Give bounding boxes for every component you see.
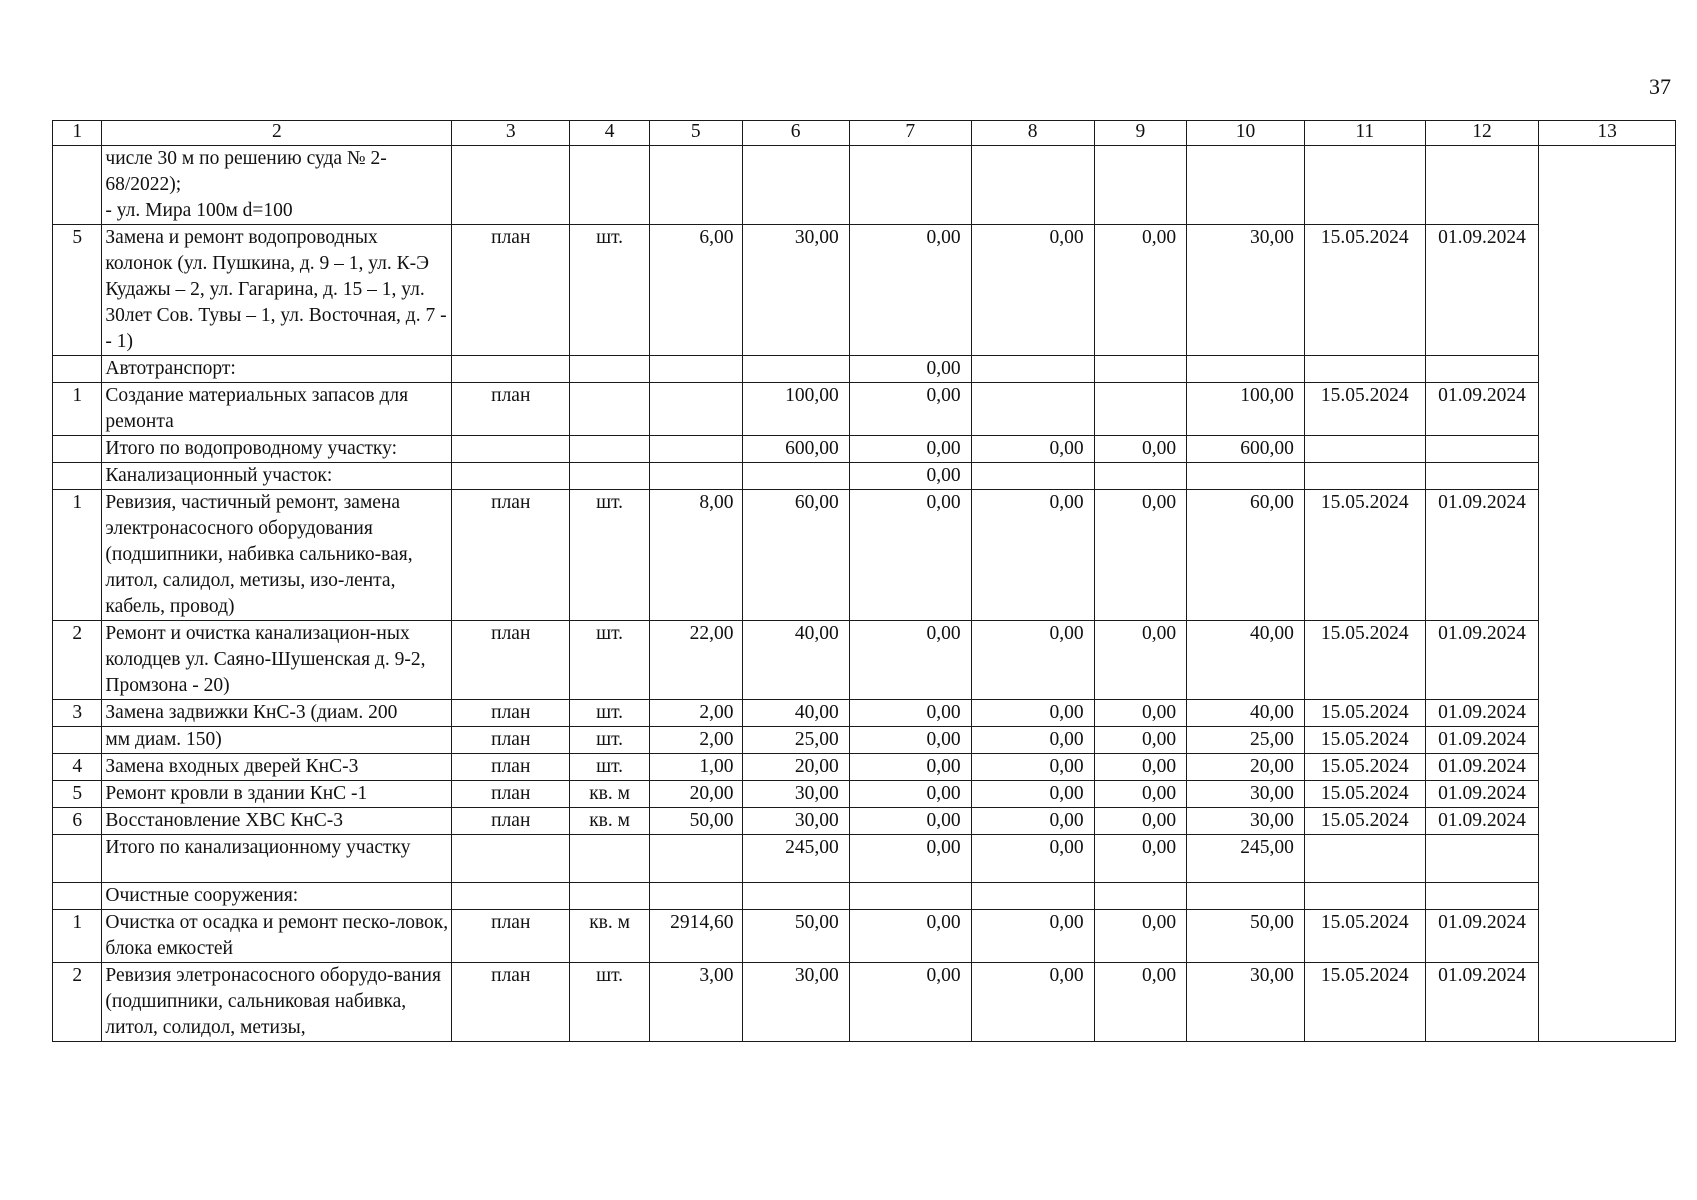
total-cell: 30,00 [1187,963,1305,1042]
value-cell-9: 0,00 [1094,727,1187,754]
quantity-cell: 1,00 [650,754,743,781]
start-date-cell [1304,146,1425,225]
value-cell-7: 0,00 [849,808,971,835]
start-date-cell: 15.05.2024 [1304,910,1425,963]
cost-cell: 30,00 [742,963,849,1042]
description-cell: Ревизия, частичный ремонт, замена электронасосного оборудования (подшипники, набивка сальнико-вая, литол, салидол, метизы, изо-лента, кабель, провод) [102,490,452,621]
unit-cell: шт. [570,700,650,727]
start-date-cell [1304,436,1425,463]
value-cell-8: 0,00 [971,835,1094,883]
cost-cell: 40,00 [742,700,849,727]
table-row [53,490,1676,621]
cost-cell [742,463,849,490]
column-header: 4 [570,121,650,146]
value-cell-7: 0,00 [849,910,971,963]
empty-cell-13 [1539,808,1676,835]
unit-cell: шт. [570,621,650,700]
total-cell: 25,00 [1187,727,1305,754]
row-number-cell: 2 [53,963,102,1042]
table-row [53,727,1676,754]
row-number-cell [53,146,102,225]
type-cell: план [452,808,570,835]
description-cell: Очистка от осадка и ремонт песко-ловок, блока емкостей [102,910,452,963]
value-cell-9 [1094,463,1187,490]
row-number-cell: 2 [53,621,102,700]
row-number-cell [53,436,102,463]
quantity-cell [650,883,743,910]
value-cell-8 [971,356,1094,383]
unit-cell: кв. м [570,808,650,835]
unit-cell [570,883,650,910]
unit-cell [570,436,650,463]
table-row [53,436,1676,463]
column-header: 7 [849,121,971,146]
total-cell [1187,146,1305,225]
empty-cell-13 [1539,781,1676,808]
start-date-cell: 15.05.2024 [1304,754,1425,781]
quantity-cell [650,356,743,383]
value-cell-9: 0,00 [1094,700,1187,727]
cost-cell: 25,00 [742,727,849,754]
value-cell-9: 0,00 [1094,835,1187,883]
row-number-cell: 5 [53,781,102,808]
table-row [53,808,1676,835]
value-cell-8: 0,00 [971,490,1094,621]
table-row [53,146,1676,225]
value-cell-8: 0,00 [971,808,1094,835]
column-header: 3 [452,121,570,146]
unit-cell: шт. [570,963,650,1042]
total-cell [1187,463,1305,490]
work-plan-table [52,120,1676,1042]
column-header: 13 [1539,121,1676,146]
description-cell: числе 30 м по решению суда № 2-68/2022); - ул. Мира 100м d=100 [102,146,452,225]
total-cell: 40,00 [1187,700,1305,727]
type-cell: план [452,621,570,700]
cost-cell [742,356,849,383]
value-cell-7: 0,00 [849,963,971,1042]
start-date-cell: 15.05.2024 [1304,808,1425,835]
value-cell-9: 0,00 [1094,436,1187,463]
end-date-cell [1425,883,1539,910]
total-cell: 100,00 [1187,383,1305,436]
table-body [53,121,1676,1042]
description-cell: Ревизия элетронасосного оборудо-вания (подшипники, сальниковая набивка, литол, солидол, метизы, [102,963,452,1042]
cost-cell: 60,00 [742,490,849,621]
quantity-cell: 3,00 [650,963,743,1042]
type-cell: план [452,910,570,963]
row-number-cell [53,463,102,490]
column-header: 9 [1094,121,1187,146]
unit-cell [570,383,650,436]
value-cell-8 [971,883,1094,910]
table-row [53,910,1676,963]
start-date-cell: 15.05.2024 [1304,781,1425,808]
value-cell-9 [1094,883,1187,910]
start-date-cell: 15.05.2024 [1304,225,1425,356]
cost-cell: 245,00 [742,835,849,883]
row-number-cell: 1 [53,910,102,963]
description-cell: Замена и ремонт водопроводных колонок (ул. Пушкина, д. 9 – 1, ул. К-Э Кудажы – 2, ул. Гагарина, д. 15 – 1, ул. 30лет Сов. Тувы – 1, ул. Восточная, д. 7 -- 1) [102,225,452,356]
value-cell-9: 0,00 [1094,910,1187,963]
type-cell: план [452,700,570,727]
unit-cell: шт. [570,225,650,356]
description-cell: Замена входных дверей КнС-3 [102,754,452,781]
value-cell-8 [971,463,1094,490]
start-date-cell: 15.05.2024 [1304,727,1425,754]
total-cell: 245,00 [1187,835,1305,883]
type-cell: план [452,490,570,621]
total-cell: 50,00 [1187,910,1305,963]
value-cell-8: 0,00 [971,225,1094,356]
empty-cell-13 [1539,436,1676,463]
end-date-cell: 01.09.2024 [1425,383,1539,436]
value-cell-9: 0,00 [1094,490,1187,621]
description-cell: Итого по канализационному участку [102,835,452,883]
start-date-cell: 15.05.2024 [1304,621,1425,700]
description-cell: Создание материальных запасов для ремонта [102,383,452,436]
unit-cell [570,356,650,383]
value-cell-7: 0,00 [849,356,971,383]
type-cell [452,883,570,910]
cost-cell: 40,00 [742,621,849,700]
quantity-cell: 8,00 [650,490,743,621]
quantity-cell [650,383,743,436]
value-cell-7: 0,00 [849,700,971,727]
type-cell: план [452,963,570,1042]
row-number-cell: 1 [53,383,102,436]
unit-cell: шт. [570,490,650,621]
value-cell-9: 0,00 [1094,225,1187,356]
table-row [53,383,1676,436]
quantity-cell [650,463,743,490]
empty-cell-13 [1539,754,1676,781]
value-cell-9: 0,00 [1094,621,1187,700]
value-cell-7: 0,00 [849,621,971,700]
start-date-cell: 15.05.2024 [1304,490,1425,621]
empty-cell-13 [1539,621,1676,700]
end-date-cell: 01.09.2024 [1425,754,1539,781]
quantity-cell: 2914,60 [650,910,743,963]
value-cell-8: 0,00 [971,910,1094,963]
quantity-cell: 6,00 [650,225,743,356]
empty-cell-13 [1539,700,1676,727]
empty-cell-13 [1539,356,1676,383]
total-cell [1187,883,1305,910]
value-cell-8: 0,00 [971,963,1094,1042]
value-cell-8: 0,00 [971,727,1094,754]
column-header: 12 [1425,121,1539,146]
table-row [53,225,1676,356]
end-date-cell [1425,436,1539,463]
value-cell-8: 0,00 [971,436,1094,463]
type-cell [452,835,570,883]
empty-cell-13 [1539,490,1676,621]
cost-cell: 100,00 [742,383,849,436]
value-cell-9: 0,00 [1094,963,1187,1042]
column-header: 10 [1187,121,1305,146]
type-cell [452,463,570,490]
value-cell-8: 0,00 [971,621,1094,700]
cost-cell: 600,00 [742,436,849,463]
cost-cell: 50,00 [742,910,849,963]
row-number-cell: 5 [53,225,102,356]
column-header: 6 [742,121,849,146]
end-date-cell [1425,356,1539,383]
type-cell [452,436,570,463]
table-row [53,835,1676,883]
row-number-cell [53,835,102,883]
cost-cell [742,146,849,225]
empty-cell-13 [1539,727,1676,754]
end-date-cell: 01.09.2024 [1425,808,1539,835]
total-cell: 40,00 [1187,621,1305,700]
value-cell-7: 0,00 [849,835,971,883]
end-date-cell: 01.09.2024 [1425,700,1539,727]
unit-cell: шт. [570,727,650,754]
description-cell: мм диам. 150) [102,727,452,754]
table-row [53,463,1676,490]
description-cell: Итого по водопроводному участку: [102,436,452,463]
value-cell-8: 0,00 [971,781,1094,808]
quantity-cell: 22,00 [650,621,743,700]
table-row [53,356,1676,383]
description-cell: Замена задвижки КнС-3 (диам. 200 [102,700,452,727]
quantity-cell: 20,00 [650,781,743,808]
total-cell: 60,00 [1187,490,1305,621]
cost-cell: 30,00 [742,808,849,835]
value-cell-7: 0,00 [849,490,971,621]
value-cell-8: 0,00 [971,700,1094,727]
total-cell: 30,00 [1187,225,1305,356]
start-date-cell: 15.05.2024 [1304,700,1425,727]
end-date-cell [1425,463,1539,490]
row-number-cell [53,883,102,910]
start-date-cell: 15.05.2024 [1304,383,1425,436]
end-date-cell: 01.09.2024 [1425,727,1539,754]
quantity-cell [650,436,743,463]
description-cell: Автотранспорт: [102,356,452,383]
empty-cell-13 [1539,225,1676,356]
type-cell [452,356,570,383]
value-cell-7: 0,00 [849,436,971,463]
type-cell: план [452,383,570,436]
total-cell: 30,00 [1187,808,1305,835]
start-date-cell [1304,356,1425,383]
quantity-cell: 50,00 [650,808,743,835]
column-header: 2 [102,121,452,146]
empty-cell-13 [1539,963,1676,1042]
row-number-cell: 3 [53,700,102,727]
value-cell-9 [1094,146,1187,225]
end-date-cell [1425,835,1539,883]
end-date-cell: 01.09.2024 [1425,225,1539,356]
table-row [53,754,1676,781]
unit-cell: кв. м [570,910,650,963]
cost-cell [742,883,849,910]
value-cell-9: 0,00 [1094,781,1187,808]
type-cell: план [452,225,570,356]
row-number-cell: 6 [53,808,102,835]
row-number-cell [53,727,102,754]
value-cell-7: 0,00 [849,727,971,754]
unit-cell [570,463,650,490]
description-cell: Канализационный участок: [102,463,452,490]
empty-cell-13 [1539,883,1676,910]
quantity-cell [650,146,743,225]
end-date-cell [1425,146,1539,225]
column-header: 5 [650,121,743,146]
start-date-cell [1304,463,1425,490]
unit-cell: кв. м [570,781,650,808]
quantity-cell: 2,00 [650,727,743,754]
value-cell-8: 0,00 [971,754,1094,781]
value-cell-7: 0,00 [849,383,971,436]
value-cell-8 [971,146,1094,225]
description-cell: Ремонт кровли в здании КнС -1 [102,781,452,808]
start-date-cell [1304,883,1425,910]
value-cell-7: 0,00 [849,781,971,808]
quantity-cell: 2,00 [650,700,743,727]
empty-cell-13 [1539,146,1676,225]
empty-cell-13 [1539,463,1676,490]
value-cell-9: 0,00 [1094,754,1187,781]
end-date-cell: 01.09.2024 [1425,490,1539,621]
end-date-cell: 01.09.2024 [1425,621,1539,700]
column-header: 8 [971,121,1094,146]
table-row [53,963,1676,1042]
empty-cell-13 [1539,835,1676,883]
column-number-row [53,121,1676,146]
type-cell: план [452,727,570,754]
column-header: 11 [1304,121,1425,146]
row-number-cell: 4 [53,754,102,781]
start-date-cell: 15.05.2024 [1304,963,1425,1042]
value-cell-7 [849,146,971,225]
cost-cell: 30,00 [742,781,849,808]
type-cell: план [452,781,570,808]
unit-cell: шт. [570,754,650,781]
table-row [53,781,1676,808]
value-cell-9 [1094,356,1187,383]
row-number-cell: 1 [53,490,102,621]
cost-cell: 20,00 [742,754,849,781]
description-cell: Очистные сооружения: [102,883,452,910]
cost-cell: 30,00 [742,225,849,356]
end-date-cell: 01.09.2024 [1425,963,1539,1042]
page-number: 37 [1649,74,1671,99]
end-date-cell: 01.09.2024 [1425,781,1539,808]
table-row [53,883,1676,910]
unit-cell [570,835,650,883]
quantity-cell [650,835,743,883]
value-cell-7: 0,00 [849,225,971,356]
table-row [53,621,1676,700]
column-header: 1 [53,121,102,146]
end-date-cell: 01.09.2024 [1425,910,1539,963]
total-cell: 600,00 [1187,436,1305,463]
description-cell: Ремонт и очистка канализацион-ных колодцев ул. Саяно-Шушенская д. 9-2, Промзона - 20) [102,621,452,700]
total-cell: 20,00 [1187,754,1305,781]
value-cell-8 [971,383,1094,436]
value-cell-9 [1094,383,1187,436]
total-cell [1187,356,1305,383]
total-cell: 30,00 [1187,781,1305,808]
description-cell: Восстановление ХВС КнС-3 [102,808,452,835]
value-cell-9: 0,00 [1094,808,1187,835]
value-cell-7: 0,00 [849,463,971,490]
table-row [53,700,1676,727]
value-cell-7: 0,00 [849,754,971,781]
type-cell [452,146,570,225]
type-cell: план [452,754,570,781]
empty-cell-13 [1539,910,1676,963]
unit-cell [570,146,650,225]
row-number-cell [53,356,102,383]
start-date-cell [1304,835,1425,883]
value-cell-7 [849,883,971,910]
empty-cell-13 [1539,383,1676,436]
